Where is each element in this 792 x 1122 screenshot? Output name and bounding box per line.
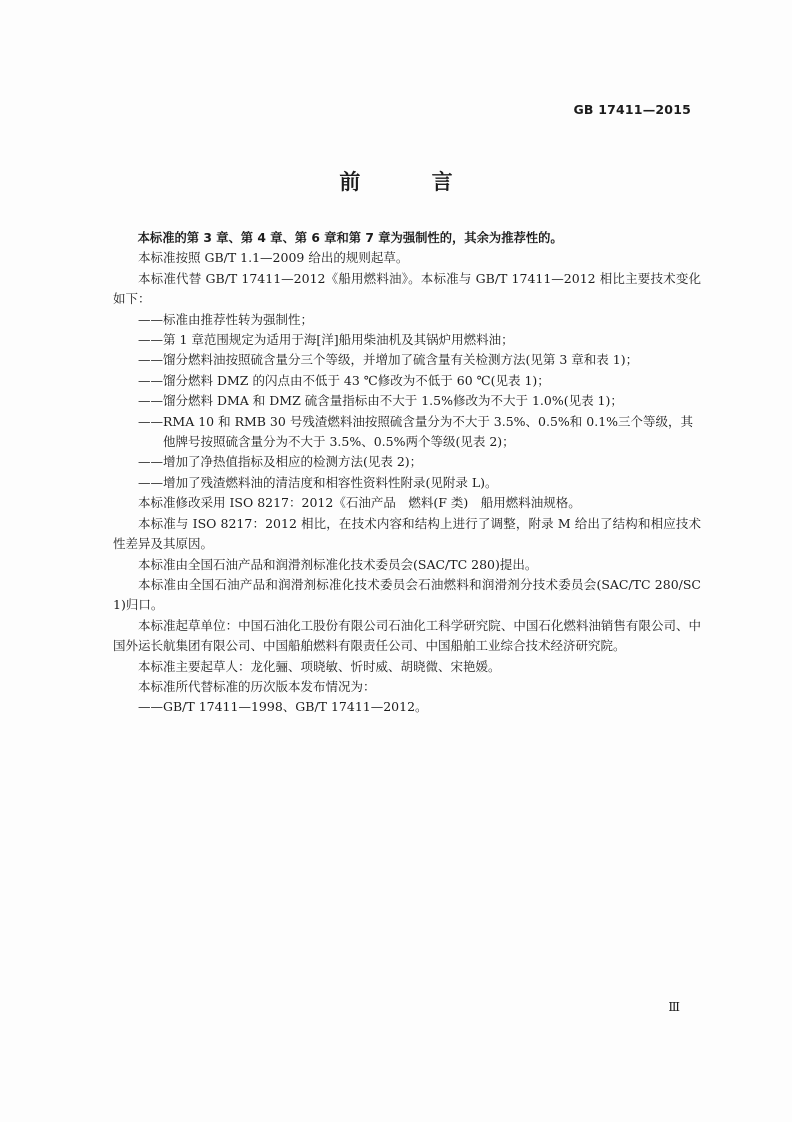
drafters-paragraph: 本标准主要起草人：龙化骊、项晓敏、忻时威、胡晓微、宋艳媛。 [138, 658, 501, 674]
adoption-paragraph: 本标准修改采用 ISO 8217：2012《石油产品 燃料(F 类) 船用燃料油规格。 [138, 495, 581, 511]
replacement-paragraph: 本标准代替 GB/T 17411—2012《船用燃料油》。本标准与 GB/T 17411—2012 相比主要技术变化如下： [113, 270, 701, 307]
change-item: ——增加了残渣燃料油的清洁度和相容性资料性附录(见附录 L)。 [138, 474, 498, 490]
standard-number: GB 17411—2015 [573, 102, 691, 117]
mandatory-clauses-paragraph: 本标准的第 3 章、第 4 章、第 6 章和第 7 章为强制性的，其余为推荐性的。 [137, 231, 563, 245]
change-item: ——第 1 章范围规定为适用于海[洋]船用柴油机及其锅炉用燃料油； [138, 332, 514, 348]
change-item-multiline [113, 412, 701, 453]
drafting-units-paragraph: 本标准起草单位：中国石油化工股份有限公司石油化工科学研究院、中国石化燃料油销售有限公司、中国外运长航集团有限公司、中国船舶燃料有限责任公司、中国船舶工业综合技术经济研究院。 [113, 617, 701, 654]
history-item: ——GB/T 17411—1998、GB/T 17411—2012。 [138, 699, 428, 715]
history-intro-paragraph: 本标准所代替标准的历次版本发布情况为： [138, 678, 376, 694]
change-item: ——馏分燃料 DMZ 的闪点由不低于 43 ℃修改为不低于 60 ℃(见表 1)； [138, 372, 550, 388]
change-item: ——馏分燃料油按照硫含量分三个等级，并增加了硫含量有关检测方法(见第 3 章和表 1)； [138, 352, 639, 368]
differences-paragraph: 本标准与 ISO 8217：2012 相比，在技术内容和结构上进行了调整，附录 M 给出了结构和相应技术性差异及其原因。 [113, 515, 701, 552]
proposer-paragraph: 本标准由全国石油产品和润滑剂标准化技术委员会(SAC/TC 280)提出。 [138, 556, 538, 572]
page-title: 前 言 [339, 170, 485, 194]
page-number: Ⅲ [668, 1000, 679, 1014]
administration-paragraph: 本标准由全国石油产品和润滑剂标准化技术委员会石油燃料和润滑剂分技术委员会(SAC/TC 280/SC 1)归口。 [113, 576, 701, 613]
foreword-body [113, 228, 701, 718]
drafting-rules-paragraph: 本标准按照 GB/T 1.1—2009 给出的规则起草。 [138, 250, 409, 266]
change-item-continuation: 他牌号按照硫含量分为不大于 3.5%、0.5%两个等级(见表 2)； [163, 434, 515, 450]
change-item: ——增加了净热值指标及相应的检测方法(见表 2)； [138, 454, 423, 470]
change-item-line: ——RMA 10 和 RMB 30 号残渣燃料油按照硫含量分为不大于 3.5%、0.5%和 0.1%三个等级，其 [138, 413, 694, 429]
change-item: ——馏分燃料 DMA 和 DMZ 硫含量指标由不大于 1.5%修改为不大于 1.0%(见表 1)； [138, 393, 623, 409]
change-item: ——标准由推荐性转为强制性； [138, 311, 314, 327]
